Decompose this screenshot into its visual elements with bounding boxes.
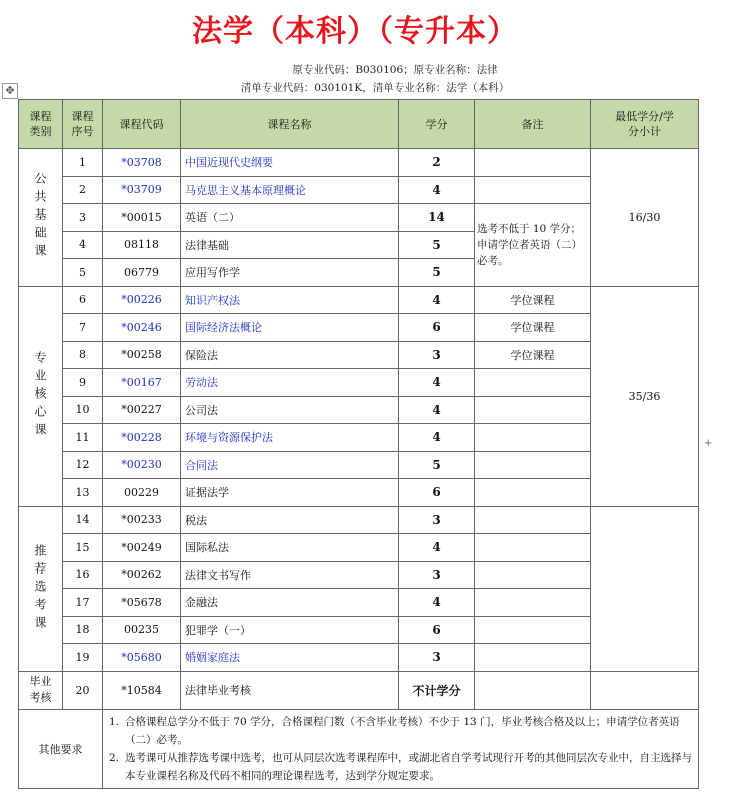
- credit-cell: 5: [399, 259, 475, 287]
- course-name: 金融法: [181, 589, 399, 617]
- code-cell: *00233: [103, 506, 181, 534]
- header-min-credit: 最低学分/学分小计: [591, 100, 699, 149]
- code-cell: *05678: [103, 589, 181, 617]
- requirement-item: 2. 选考课可从推荐选考课中选考，也可从同层次选考课程库中，或湖北省自学考试现行开考的其他同层次专业中，自主选择与本专业课程名称及代码不相同的理论课程选考，达到学分规定要求。: [109, 751, 692, 782]
- seq-cell: 10: [63, 396, 103, 424]
- note-cell: 学位课程: [475, 286, 591, 314]
- credit-cell: 6: [399, 616, 475, 644]
- course-name-link[interactable]: 知识产权法: [181, 286, 399, 314]
- course-name: 英语（二）: [181, 204, 399, 232]
- table-header-row: [19, 100, 699, 149]
- course-name-link[interactable]: 劳动法: [181, 369, 399, 397]
- credit-cell: 6: [399, 479, 475, 507]
- table-row: [19, 506, 699, 534]
- code-cell: 00229: [103, 479, 181, 507]
- seq-cell: 15: [63, 534, 103, 562]
- code-cell: *00015: [103, 204, 181, 232]
- course-name-link[interactable]: 婚姻家庭法: [181, 644, 399, 672]
- code-cell: 00235: [103, 616, 181, 644]
- seq-cell: 8: [63, 341, 103, 369]
- header-name: 课程名称: [181, 100, 399, 149]
- credit-cell: 6: [399, 314, 475, 342]
- note-cell: [475, 369, 591, 397]
- code-cell[interactable]: *00246: [103, 314, 181, 342]
- credit-cell: 14: [399, 204, 475, 232]
- note-cell: [475, 396, 591, 424]
- note-cell: [475, 616, 591, 644]
- course-name: 税法: [181, 506, 399, 534]
- table-row: [19, 286, 699, 314]
- course-table: [18, 99, 699, 789]
- credit-cell: 4: [399, 286, 475, 314]
- original-major-info: 原专业代码：B030106；原专业名称：法律: [292, 64, 498, 76]
- seq-cell: 17: [63, 589, 103, 617]
- code-cell[interactable]: *00226: [103, 286, 181, 314]
- seq-cell: 16: [63, 561, 103, 589]
- code-cell[interactable]: *03708: [103, 149, 181, 177]
- category-public: 公共基础课: [19, 149, 63, 287]
- course-name-link[interactable]: 合同法: [181, 451, 399, 479]
- credit-cell: 4: [399, 424, 475, 452]
- note-cell: [475, 589, 591, 617]
- code-cell: *10584: [103, 671, 181, 709]
- seq-cell: 3: [63, 204, 103, 232]
- seq-cell: 18: [63, 616, 103, 644]
- other-requirements-label: 其他要求: [19, 709, 103, 788]
- seq-cell: 9: [63, 369, 103, 397]
- seq-cell: 19: [63, 644, 103, 672]
- graduation-min-credit: [591, 671, 699, 709]
- seq-cell: 4: [63, 231, 103, 259]
- category-major: 专业核心课: [19, 286, 63, 506]
- course-name: 公司法: [181, 396, 399, 424]
- code-cell[interactable]: *05680: [103, 644, 181, 672]
- header-note: 备注: [475, 100, 591, 149]
- page-title: 法学（本科）（专升本）: [192, 14, 518, 49]
- note-cell: [475, 534, 591, 562]
- header-category: 课程类别: [19, 100, 63, 149]
- course-name-link[interactable]: 国际经济法概论: [181, 314, 399, 342]
- header-code: 课程代码: [103, 100, 181, 149]
- note-cell: [475, 424, 591, 452]
- credit-cell: 5: [399, 451, 475, 479]
- requirement-item: 1. 合格课程总学分不低于 70 学分，合格课程门数（不含毕业考核）不少于 13 门，毕业考核合格及以上；申请学位者英语（二）必考。: [109, 715, 680, 746]
- table-row: [19, 149, 699, 177]
- course-name: 应用写作学: [181, 259, 399, 287]
- note-cell: [475, 149, 591, 177]
- seq-cell: 2: [63, 176, 103, 204]
- code-cell[interactable]: *03709: [103, 176, 181, 204]
- seq-cell: 13: [63, 479, 103, 507]
- category-graduation: 毕业考核: [19, 671, 63, 709]
- header-credit: 学分: [399, 100, 475, 149]
- credit-cell: 不计学分: [399, 671, 475, 709]
- code-cell: 08118: [103, 231, 181, 259]
- header-seq: 课程序号: [63, 100, 103, 149]
- code-cell: *00262: [103, 561, 181, 589]
- course-name: 证据法学: [181, 479, 399, 507]
- course-name: 国际私法: [181, 534, 399, 562]
- code-cell: *00249: [103, 534, 181, 562]
- seq-cell: 6: [63, 286, 103, 314]
- credit-cell: 3: [399, 561, 475, 589]
- credit-cell: 3: [399, 506, 475, 534]
- note-cell: [475, 479, 591, 507]
- seq-cell: 5: [63, 259, 103, 287]
- note-cell: [475, 176, 591, 204]
- major-min-credit: 35/36: [591, 286, 699, 506]
- seq-cell: 7: [63, 314, 103, 342]
- course-name: 法律文书写作: [181, 561, 399, 589]
- requirements-row: [19, 709, 699, 788]
- note-cell: [475, 506, 591, 534]
- seq-cell: 12: [63, 451, 103, 479]
- credit-cell: 3: [399, 341, 475, 369]
- credit-cell: 3: [399, 644, 475, 672]
- note-cell: [475, 671, 591, 709]
- credit-cell: 4: [399, 396, 475, 424]
- credit-cell: 5: [399, 231, 475, 259]
- course-name-link[interactable]: 环境与资源保护法: [181, 424, 399, 452]
- code-cell[interactable]: *00228: [103, 424, 181, 452]
- code-cell: *00258: [103, 341, 181, 369]
- code-cell: *00227: [103, 396, 181, 424]
- move-handle-icon[interactable]: ✥: [2, 83, 18, 99]
- code-cell[interactable]: *00167: [103, 369, 181, 397]
- recommended-min-credit: [591, 506, 699, 671]
- course-name: 法律基础: [181, 231, 399, 259]
- course-name-link[interactable]: 中国近现代史纲要: [181, 149, 399, 177]
- other-requirements-text: [103, 709, 699, 788]
- note-cell: [475, 644, 591, 672]
- public-note: 选考不低于 10 学分；申请学位者英语（二）必考。: [475, 204, 591, 287]
- note-cell: [475, 451, 591, 479]
- course-name-link[interactable]: 马克思主义基本原理概论: [181, 176, 399, 204]
- credit-cell: 4: [399, 369, 475, 397]
- category-recommended: 推荐选考课: [19, 506, 63, 671]
- edge-handle-icon[interactable]: +: [704, 438, 713, 449]
- credit-cell: 4: [399, 534, 475, 562]
- public-min-credit: 16/30: [591, 149, 699, 287]
- table-row: [19, 671, 699, 709]
- note-cell: 学位课程: [475, 314, 591, 342]
- code-cell: 06779: [103, 259, 181, 287]
- credit-cell: 4: [399, 589, 475, 617]
- course-name: 保险法: [181, 341, 399, 369]
- seq-cell: 11: [63, 424, 103, 452]
- course-name: 犯罪学（一）: [181, 616, 399, 644]
- seq-cell: 14: [63, 506, 103, 534]
- code-cell[interactable]: *00230: [103, 451, 181, 479]
- credit-cell: 2: [399, 149, 475, 177]
- credit-cell: 4: [399, 176, 475, 204]
- note-cell: 学位课程: [475, 341, 591, 369]
- note-cell: [475, 561, 591, 589]
- seq-cell: 1: [63, 149, 103, 177]
- list-major-info: 清单专业代码：030101K，清单专业名称：法学（本科）: [240, 82, 510, 94]
- seq-cell: 20: [63, 671, 103, 709]
- course-name: 法律毕业考核: [181, 671, 399, 709]
